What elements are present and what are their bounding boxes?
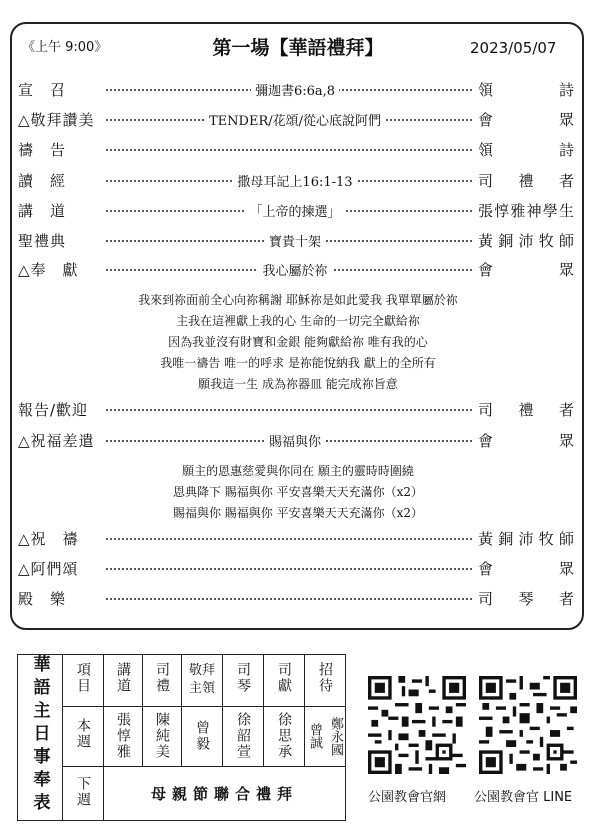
order-row-offering (18, 259, 574, 281)
order-label: △奉 獻 (18, 261, 79, 279)
order-label: 報告/歡迎 (18, 401, 89, 419)
this-week-cell (63, 706, 104, 766)
dot-leader (106, 149, 484, 151)
offering-lyrics (0, 290, 596, 395)
schedule-header-cell (63, 655, 104, 707)
order-row-sending (18, 430, 574, 452)
next-week-event: 母親節聯合禮拜 (150, 785, 298, 804)
order-row-announcements (18, 399, 574, 421)
order-row-call-to-worship (18, 79, 574, 101)
assignee-name: 曾毅 (194, 720, 210, 753)
order-content: 賜福與你 (265, 435, 325, 450)
schedule-title: 華語主日事奉表 (29, 655, 50, 816)
order-content: 寶貴十架 (265, 235, 325, 250)
schedule-title-cell (18, 655, 63, 821)
order-row-prayer (18, 139, 574, 161)
order-role: 領 詩 (474, 139, 574, 161)
column-header: 司禮 (154, 662, 170, 695)
order-content: 我心屬於祢 (258, 264, 331, 279)
lyric-line: 願我這一生 成為祢器皿 能完成祢旨意 (198, 377, 398, 391)
order-label: 禱 告 (18, 141, 67, 159)
column-header: 司琴 (235, 662, 251, 695)
service-schedule-table (17, 654, 346, 821)
order-label: 講 道 (18, 202, 67, 220)
order-label: 讀 經 (18, 172, 67, 190)
order-row-sacrament (18, 230, 574, 252)
order-role: 會 眾 (474, 430, 574, 452)
dot-leader (106, 568, 484, 570)
order-role: 會 眾 (474, 259, 574, 281)
order-label: △阿們頌 (18, 560, 79, 578)
order-role: 黃銅沛牧師 (474, 230, 574, 252)
order-row-praise (18, 109, 574, 131)
order-label: 宣 召 (18, 81, 67, 99)
order-role: 黃銅沛牧師 (474, 528, 574, 550)
blessing-lyrics (0, 461, 596, 524)
assignee-name: 徐韶萱 (235, 712, 251, 761)
next-week-cell (63, 767, 104, 821)
lyric-line: 主我在這裡獻上我的心 生命的一切完全獻給祢 (176, 314, 420, 328)
order-role: 領 詩 (474, 79, 574, 101)
qr-label-website: 公園教會官網 (368, 790, 447, 805)
service-title: 第一場【華語禮拜】 (212, 37, 384, 59)
order-label: △祝福差遣 (18, 432, 95, 450)
order-content: 彌迦書6:6a,8 (251, 84, 339, 99)
assignee-name: 徐思承 (276, 712, 292, 761)
order-content: TENDER/花頌/從心底說阿們 (205, 114, 385, 129)
dot-leader (106, 538, 484, 540)
qr-code-icon (368, 676, 466, 774)
assignee-name: 張惇雅 (115, 712, 131, 761)
lyric-line: 恩典降下 賜福與你 平安喜樂天天充滿你（x2） (172, 485, 424, 499)
order-row-postlude (18, 588, 574, 610)
assignee-name: 鄭永國 (328, 716, 343, 756)
order-row-scripture (18, 170, 574, 192)
assignee-name: 曾誠 (307, 723, 322, 750)
column-header: 講道 (115, 662, 131, 695)
column-header: 招待 (317, 662, 333, 695)
order-role: 司 琴 者 (474, 588, 574, 610)
this-week-label: 本週 (75, 718, 91, 751)
order-label: △祝 禱 (18, 530, 79, 548)
order-row-amen (18, 558, 574, 580)
dot-leader (106, 409, 484, 411)
lyric-line: 因為我並沒有財寶和金銀 能夠獻給祢 唯有我的心 (168, 335, 428, 349)
order-row-benediction (18, 528, 574, 550)
order-label: 聖禮典 (18, 232, 67, 250)
service-date: 2023/05/07 (470, 39, 557, 57)
dot-leader (106, 598, 484, 600)
qr-code-icon (479, 676, 577, 774)
order-content: 撒母耳記上16:1-13 (233, 175, 356, 190)
row-header-label: 項目 (75, 662, 91, 695)
lyric-line: 願主的恩惠慈愛與你同在 願主的靈時時圍繞 (182, 464, 414, 478)
lyric-line: 賜福與你 賜福與你 平安喜樂天天充滿你（x2） (172, 506, 424, 520)
order-role: 會 眾 (474, 558, 574, 580)
order-label: △敬拜讚美 (18, 111, 95, 129)
column-header: 敬拜主領 (188, 663, 215, 697)
order-row-sermon (18, 200, 574, 222)
order-role: 會 眾 (474, 109, 574, 131)
next-week-label: 下週 (75, 775, 91, 808)
assignee-name: 陳純美 (154, 712, 170, 761)
order-label: 殿 樂 (18, 590, 67, 608)
order-content: 「上帝的揀選」 (245, 205, 344, 220)
order-role: 司 禮 者 (474, 170, 574, 192)
column-header: 司獻 (276, 662, 292, 695)
lyric-line: 我唯一禱告 唯一的呼求 是祢能悅納我 獻上的全所有 (160, 356, 436, 370)
service-time: 《上午 9:00》 (22, 40, 108, 55)
order-role: 張惇雅神學生 (474, 200, 574, 222)
lyric-line: 我來到祢面前全心向祢稱謝 耶穌祢是如此愛我 我單單屬於祢 (138, 293, 458, 307)
qr-label-line: 公園教會官 LINE (474, 790, 573, 805)
order-role: 司 禮 者 (474, 399, 574, 421)
